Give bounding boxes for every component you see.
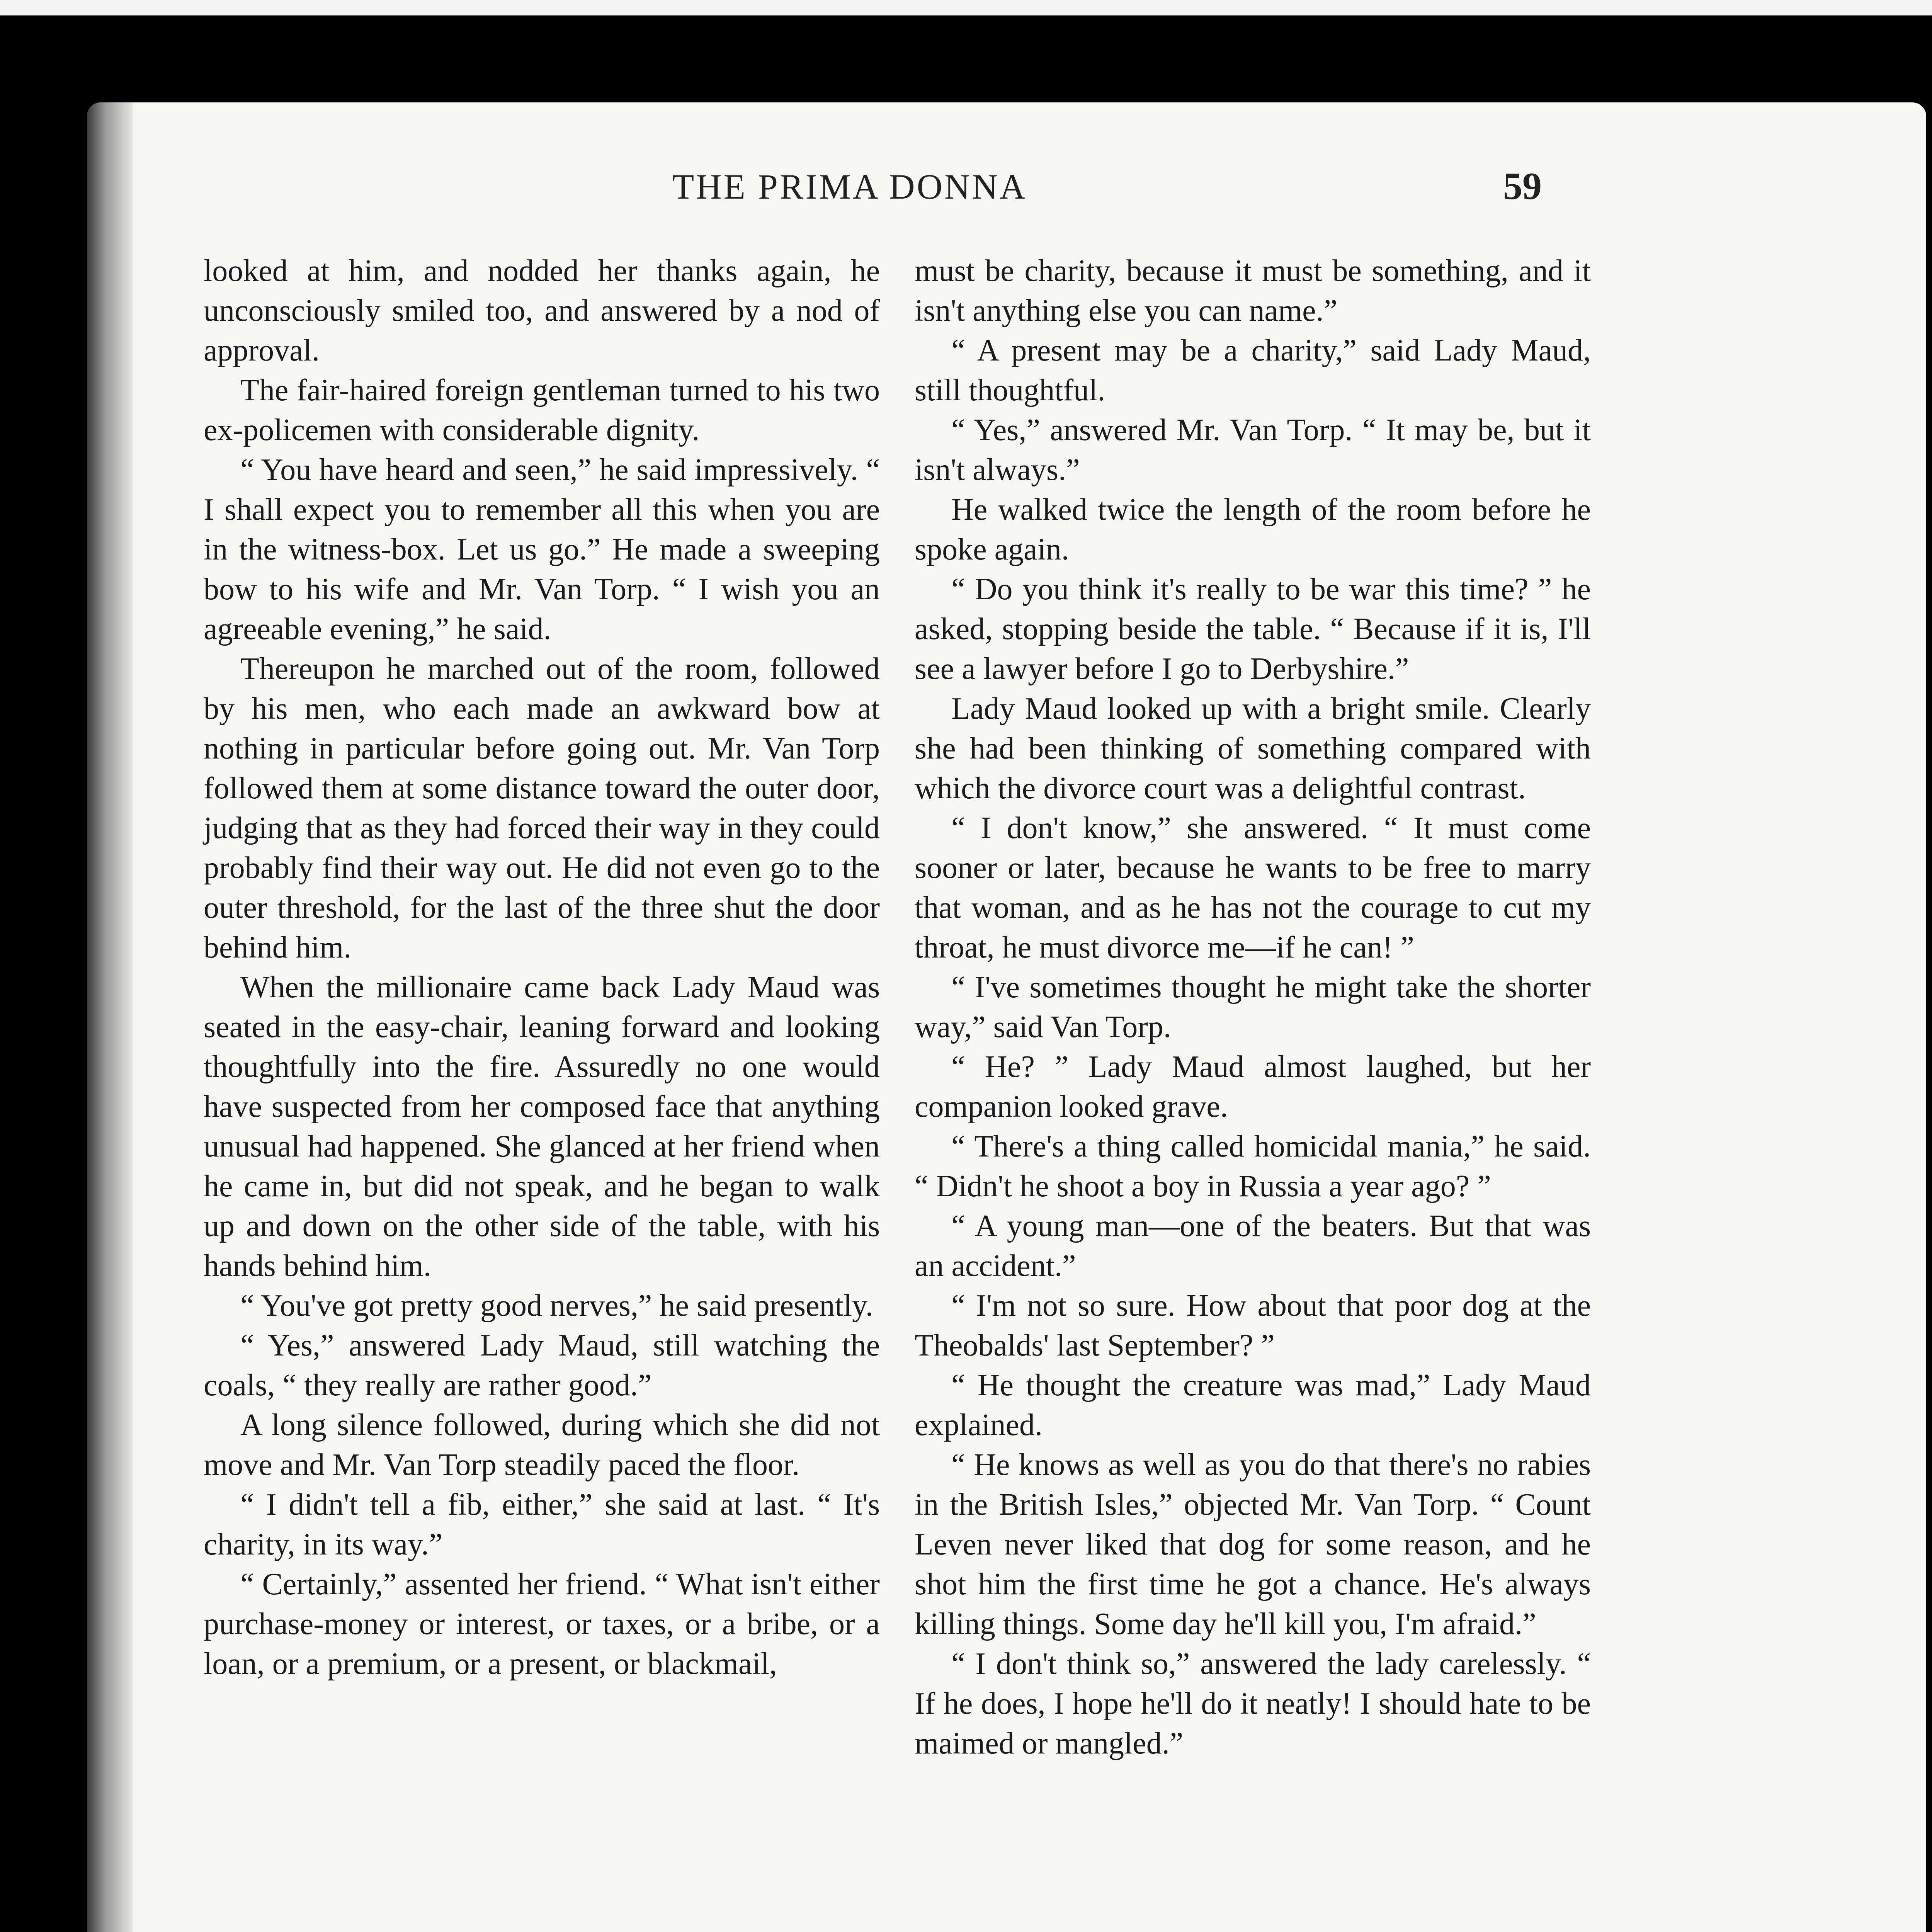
paragraph: “ Yes,” answered Mr. Van Torp. “ It may be, but it isn't always.” (915, 413, 1591, 487)
paragraph: “ You've got pretty good nerves,” he said presently. (240, 1289, 873, 1323)
paragraph: “ Do you think it's really to be war this time? ” he asked, stopping beside the table. “ Because if it is, I'll see a lawyer before I go to Derbyshire.” (915, 572, 1591, 686)
right-column (915, 251, 1591, 1764)
paragraph: “ A present may be a charity,” said Lady Maud, still thoughtful. (915, 333, 1591, 407)
paragraph: “ Yes,” answered Lady Maud, still watching the coals, “ they really are rather good.” (204, 1328, 880, 1402)
paragraph: The fair-haired foreign gentleman turned to his two ex-policemen with considerable dignity. (204, 373, 880, 447)
paragraph: “ A young man—one of the beaters. But that was an accident.” (915, 1209, 1591, 1283)
paragraph: “ I don't know,” she answered. “ It must come sooner or later, because he wants to be free to marry that woman, and as he has not the courage to cut my throat, he must divorce me—if he can! ” (915, 811, 1591, 964)
paragraph: Lady Maud looked up with a bright smile. Clearly she had been thinking of something compared with which the divorce court was a delightful contrast. (915, 692, 1591, 805)
paragraph: “ There's a thing called homicidal mania,” he said. “ Didn't he shoot a boy in Russia a year ago? ” (915, 1129, 1591, 1203)
running-head-title: THE PRIMA DONNA (672, 167, 1027, 206)
page-number: 59 (1503, 165, 1542, 207)
paragraph: When the millionaire came back Lady Maud was seated in the easy-chair, leaning forward and looking thoughtfully into the fire. Assuredly no one would have suspected from her composed face that anything unusual had happened. She glanced at her friend when he came in, but did not speak, and he began to walk up and down on the other side of the table, with his hands behind him. (204, 970, 880, 1283)
paragraph: “ He? ” Lady Maud almost laughed, but her companion looked grave. (915, 1050, 1591, 1124)
paragraph: “ Certainly,” assented her friend. “ What isn't either purchase-money or interest, or taxes, or a bribe, or a loan, or a premium, or a present, or blackmail, (204, 1567, 880, 1681)
paragraph: “ I've sometimes thought he might take the shorter way,” said Van Torp. (915, 970, 1591, 1044)
paragraph: looked at him, and nodded her thanks again, he unconsciously smiled too, and answered by a nod of approval. (204, 254, 880, 367)
paragraph: “ He thought the creature was mad,” Lady Maud explained. (915, 1368, 1591, 1442)
running-head (0, 166, 1932, 228)
paragraph: “ I don't think so,” answered the lady carelessly. “ If he does, I hope he'll do it neatly! I should hate to be maimed or mangled.” (915, 1647, 1591, 1760)
paragraph: “ I'm not so sure. How about that poor dog at the Theobalds' last September? ” (915, 1289, 1591, 1362)
paragraph: “ He knows as well as you do that there's no rabies in the British Isles,” objected Mr. Van Torp. “ Count Leven never liked that dog for some reason, and he shot him the first time he got a chance. He's always killing things. Some day he'll kill you, I'm afraid.” (915, 1448, 1591, 1641)
paragraph: must be charity, because it must be something, and it isn't anything else you can name.” (915, 254, 1591, 328)
paragraph: “ I didn't tell a fib, either,” she said at last. “ It's charity, in its way.” (204, 1488, 880, 1561)
page-gutter (87, 102, 133, 1932)
paragraph: A long silence followed, during which she did not move and Mr. Van Torp steadily paced the floor. (204, 1408, 880, 1482)
scan-top-strip (0, 0, 1932, 15)
left-column (204, 251, 880, 1684)
paragraph: “ You have heard and seen,” he said impressively. “ I shall expect you to remember all this when you are in the witness-box. Let us go.” He made a sweeping bow to his wife and Mr. Van Torp. “ I wish you an agreeable evening,” he said. (204, 453, 880, 646)
paragraph: He walked twice the length of the room before he spoke again. (915, 493, 1591, 566)
paragraph: Thereupon he marched out of the room, followed by his men, who each made an awkward bow at nothing in particular before going out. Mr. Van Torp followed them at some distance toward the outer door, judging that as they had forced their way in they could probably find their way out. He did not even go to the outer threshold, for the last of the three shut the door behind him. (204, 652, 880, 964)
